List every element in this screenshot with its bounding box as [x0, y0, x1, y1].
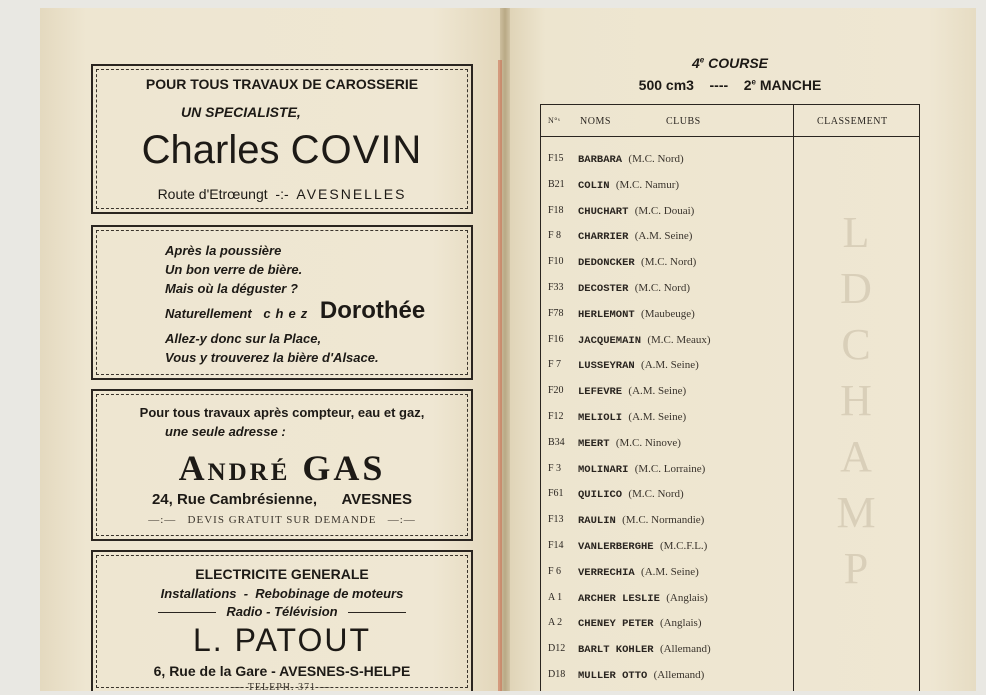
ad1-address-sep: -:-: [275, 186, 289, 202]
col-header-clubs: CLUBS: [666, 116, 701, 127]
riders-table: [540, 104, 920, 691]
rider-number: F16: [548, 333, 564, 345]
ad3-line2: une seule adresse :: [165, 424, 286, 439]
rider-name: VANLERBERGHE: [578, 540, 654, 553]
ad1-address-town: AVESNELLES: [296, 186, 407, 202]
rider-entry: [578, 205, 694, 218]
race-number-sup: e: [699, 55, 705, 65]
rider-club: (M.C. Nord): [628, 488, 684, 501]
rider-club: (Allemand): [653, 668, 705, 681]
rider-number: F20: [548, 385, 564, 397]
rider-number: F 3: [548, 462, 562, 474]
rider-entry: [578, 566, 699, 579]
ad2-line2: Un bon verre de bière.: [165, 262, 303, 277]
rider-name: CHARRIER: [578, 231, 629, 244]
rider-club: (M.C. Meaux): [647, 333, 711, 346]
rider-club: (A.M. Seine): [628, 410, 687, 423]
rider-number: F61: [548, 488, 564, 500]
rider-number: A 2: [548, 617, 563, 629]
rider-name: HERLEMONT: [578, 308, 635, 321]
ad1-address: [93, 186, 471, 202]
ad1-name: [93, 128, 471, 173]
rider-number: F13: [548, 514, 564, 526]
ad1-name-first: Charles: [141, 128, 280, 172]
ad-electricite-patout: [91, 550, 473, 691]
rider-number: F12: [548, 410, 564, 422]
col-header-number: N°ˢ: [548, 116, 561, 125]
ad3-footer: —:— DEVIS GRATUIT SUR DEMANDE —:—: [148, 514, 416, 526]
rider-number: F 8: [548, 230, 562, 242]
rider-entry: [578, 179, 679, 192]
rider-name: LUSSEYRAN: [578, 360, 635, 373]
ad4-line1: ELECTRICITE GENERALE: [195, 566, 369, 582]
table-row: [541, 463, 793, 489]
show-through-decoration: L D C H A M P: [836, 208, 876, 593]
ad2-line5: Allez-y donc sur la Place,: [165, 331, 322, 346]
rider-club: (M.C. Ninove): [615, 436, 681, 449]
rider-club: (M.C. Nord): [634, 281, 691, 294]
ad3-address: 24, Rue Cambrésienne, AVESNES: [151, 491, 413, 508]
rider-club: (Allemand): [659, 643, 711, 656]
ad1-address-prefix: Route d'Etrœungt: [157, 186, 268, 202]
table-row: [541, 514, 793, 540]
table-header-divider: [541, 136, 919, 137]
rider-name: CHENEY PETER: [578, 618, 654, 631]
race-subtitle: [620, 77, 840, 93]
rider-entry: [578, 669, 704, 682]
table-row: [541, 566, 793, 592]
heat-label: MANCHE: [759, 77, 822, 93]
table-row: [541, 205, 793, 231]
rider-entry: [578, 308, 695, 321]
ad2-line4-prefix: Naturellement: [165, 306, 252, 321]
rider-entry: [578, 488, 684, 501]
rider-entry: [578, 153, 684, 166]
table-row: [541, 411, 793, 437]
binding-strip: [498, 60, 502, 691]
rider-number: D18: [548, 668, 566, 680]
rider-number: F18: [548, 204, 564, 216]
ad4-name: L. PATOUT: [192, 622, 372, 658]
ad4-line3: Radio - Télévision: [93, 604, 471, 619]
rider-name: BARLT KOHLER: [578, 644, 654, 657]
rider-number: A 1: [548, 591, 563, 603]
rider-number: F15: [548, 153, 564, 164]
table-row: [541, 179, 793, 205]
heat-number: 2: [743, 77, 752, 93]
ad2-line4: [165, 297, 425, 325]
rider-club: (A.M. Seine): [641, 359, 699, 372]
rider-name: CHUCHART: [578, 205, 629, 218]
col-header-ranking: CLASSEMENT: [817, 116, 888, 127]
rider-number: F33: [548, 281, 564, 293]
rider-name: MOLINARI: [578, 463, 629, 476]
rider-name: MEERT: [578, 437, 610, 450]
rider-club: (A.M. Seine): [634, 230, 693, 243]
ad1-name-last: COVIN: [290, 128, 423, 172]
rider-entry: [578, 643, 711, 656]
rider-entry: [578, 359, 699, 372]
race-class: 500 cm3: [638, 77, 694, 93]
rider-number: B34: [548, 436, 565, 448]
rider-club: (Anglais): [666, 591, 708, 604]
ad1-line1: POUR TOUS TRAVAUX DE CAROSSERIE: [145, 76, 419, 92]
rider-name: RAULIN: [578, 515, 616, 528]
rider-name: MULLER OTTO: [578, 669, 648, 682]
rider-entry: [578, 411, 686, 424]
rider-entry: [578, 540, 707, 553]
ad1-line2: UN SPECIALISTE,: [181, 104, 301, 120]
table-row: [541, 308, 793, 334]
ad4-footer: — TELEPH. 371 —: [233, 682, 331, 693]
rider-entry: [578, 592, 708, 605]
ad2-line4-chez: chez: [263, 306, 313, 321]
rider-club: (A.M. Seine): [641, 565, 699, 578]
rider-name: JACQUEMAIN: [578, 334, 642, 347]
ad2-line3: Mais où la déguster ?: [165, 281, 298, 296]
rider-number: F78: [548, 307, 564, 319]
table-row: [541, 256, 793, 282]
table-row: [541, 282, 793, 308]
ad4-address: 6, Rue de la Gare - AVESNES-S-HELPE: [153, 663, 411, 679]
table-row: [541, 153, 793, 179]
rider-club: (M.C.F.L.): [659, 539, 708, 552]
rider-number: B21: [548, 178, 565, 190]
rider-number: F 7: [548, 359, 562, 371]
table-row: [541, 643, 793, 669]
race-label: COURSE: [708, 55, 769, 71]
rider-number: F14: [548, 539, 564, 551]
ad3-line1: Pour tous travaux après compteur, eau et gaz,: [139, 405, 425, 420]
table-row: [541, 540, 793, 566]
rider-name: QUILICO: [578, 489, 623, 502]
table-column-divider: [793, 105, 794, 691]
rider-club: (M.C. Nord): [628, 153, 684, 165]
rider-entry: [578, 334, 711, 347]
rider-entry: [578, 230, 692, 243]
rider-entry: [578, 437, 681, 450]
col-header-names: NOMS: [580, 116, 611, 127]
rider-name: BARBARA: [578, 154, 623, 166]
table-row: [541, 230, 793, 256]
rider-number: D12: [548, 643, 566, 655]
rider-entry: [578, 282, 690, 295]
table-row: [541, 385, 793, 411]
race-sep: ----: [709, 77, 729, 93]
rider-club: (M.C. Nord): [641, 256, 697, 269]
rider-club: (M.C. Lorraine): [634, 462, 706, 475]
rider-club: (M.C. Douai): [634, 204, 695, 217]
rider-name: ARCHER LESLIE: [578, 592, 660, 605]
rider-name: MELIOLI: [578, 411, 623, 424]
riders-list: [541, 153, 793, 695]
table-row: [541, 437, 793, 463]
ad3-name: André GAS: [178, 448, 386, 488]
rider-club: (A.M. Seine): [628, 385, 687, 398]
rider-name: LEFEVRE: [578, 386, 623, 399]
rider-club: (M.C. Normandie): [622, 514, 705, 527]
race-number: 4: [691, 55, 700, 71]
ad-carosserie-covin: [91, 64, 473, 214]
rider-club: (M.C. Namur): [615, 178, 680, 191]
race-title: [620, 55, 840, 71]
rider-entry: [578, 385, 686, 398]
table-row: [541, 592, 793, 618]
ad2-line1: Après la poussière: [165, 243, 282, 258]
ad-biere-dorothee: [91, 225, 473, 380]
table-row: [541, 359, 793, 385]
ad2-line4-name: Dorothée: [319, 297, 426, 324]
rider-entry: [578, 617, 701, 630]
ad-andre-gas: [91, 389, 473, 541]
table-row: [541, 488, 793, 514]
rider-club: (Anglais): [659, 617, 702, 630]
rider-name: DEDONCKER: [578, 257, 635, 270]
rider-name: COLIN: [578, 179, 610, 192]
table-row: [541, 334, 793, 360]
ad4-line2: Installations - Rebobinage de moteurs: [160, 586, 404, 601]
rider-entry: [578, 514, 704, 527]
table-row: [541, 617, 793, 643]
ad2-line6: Vous y trouverez la bière d'Alsace.: [165, 350, 379, 365]
rider-entry: [578, 256, 696, 269]
heat-number-sup: e: [751, 77, 756, 87]
rider-entry: [578, 463, 705, 476]
rider-number: F 6: [548, 565, 562, 577]
rider-name: DECOSTER: [578, 282, 629, 295]
rider-number: F10: [548, 256, 564, 268]
rider-name: VERRECHIA: [578, 566, 635, 579]
rider-club: (Maubeuge): [641, 307, 695, 320]
